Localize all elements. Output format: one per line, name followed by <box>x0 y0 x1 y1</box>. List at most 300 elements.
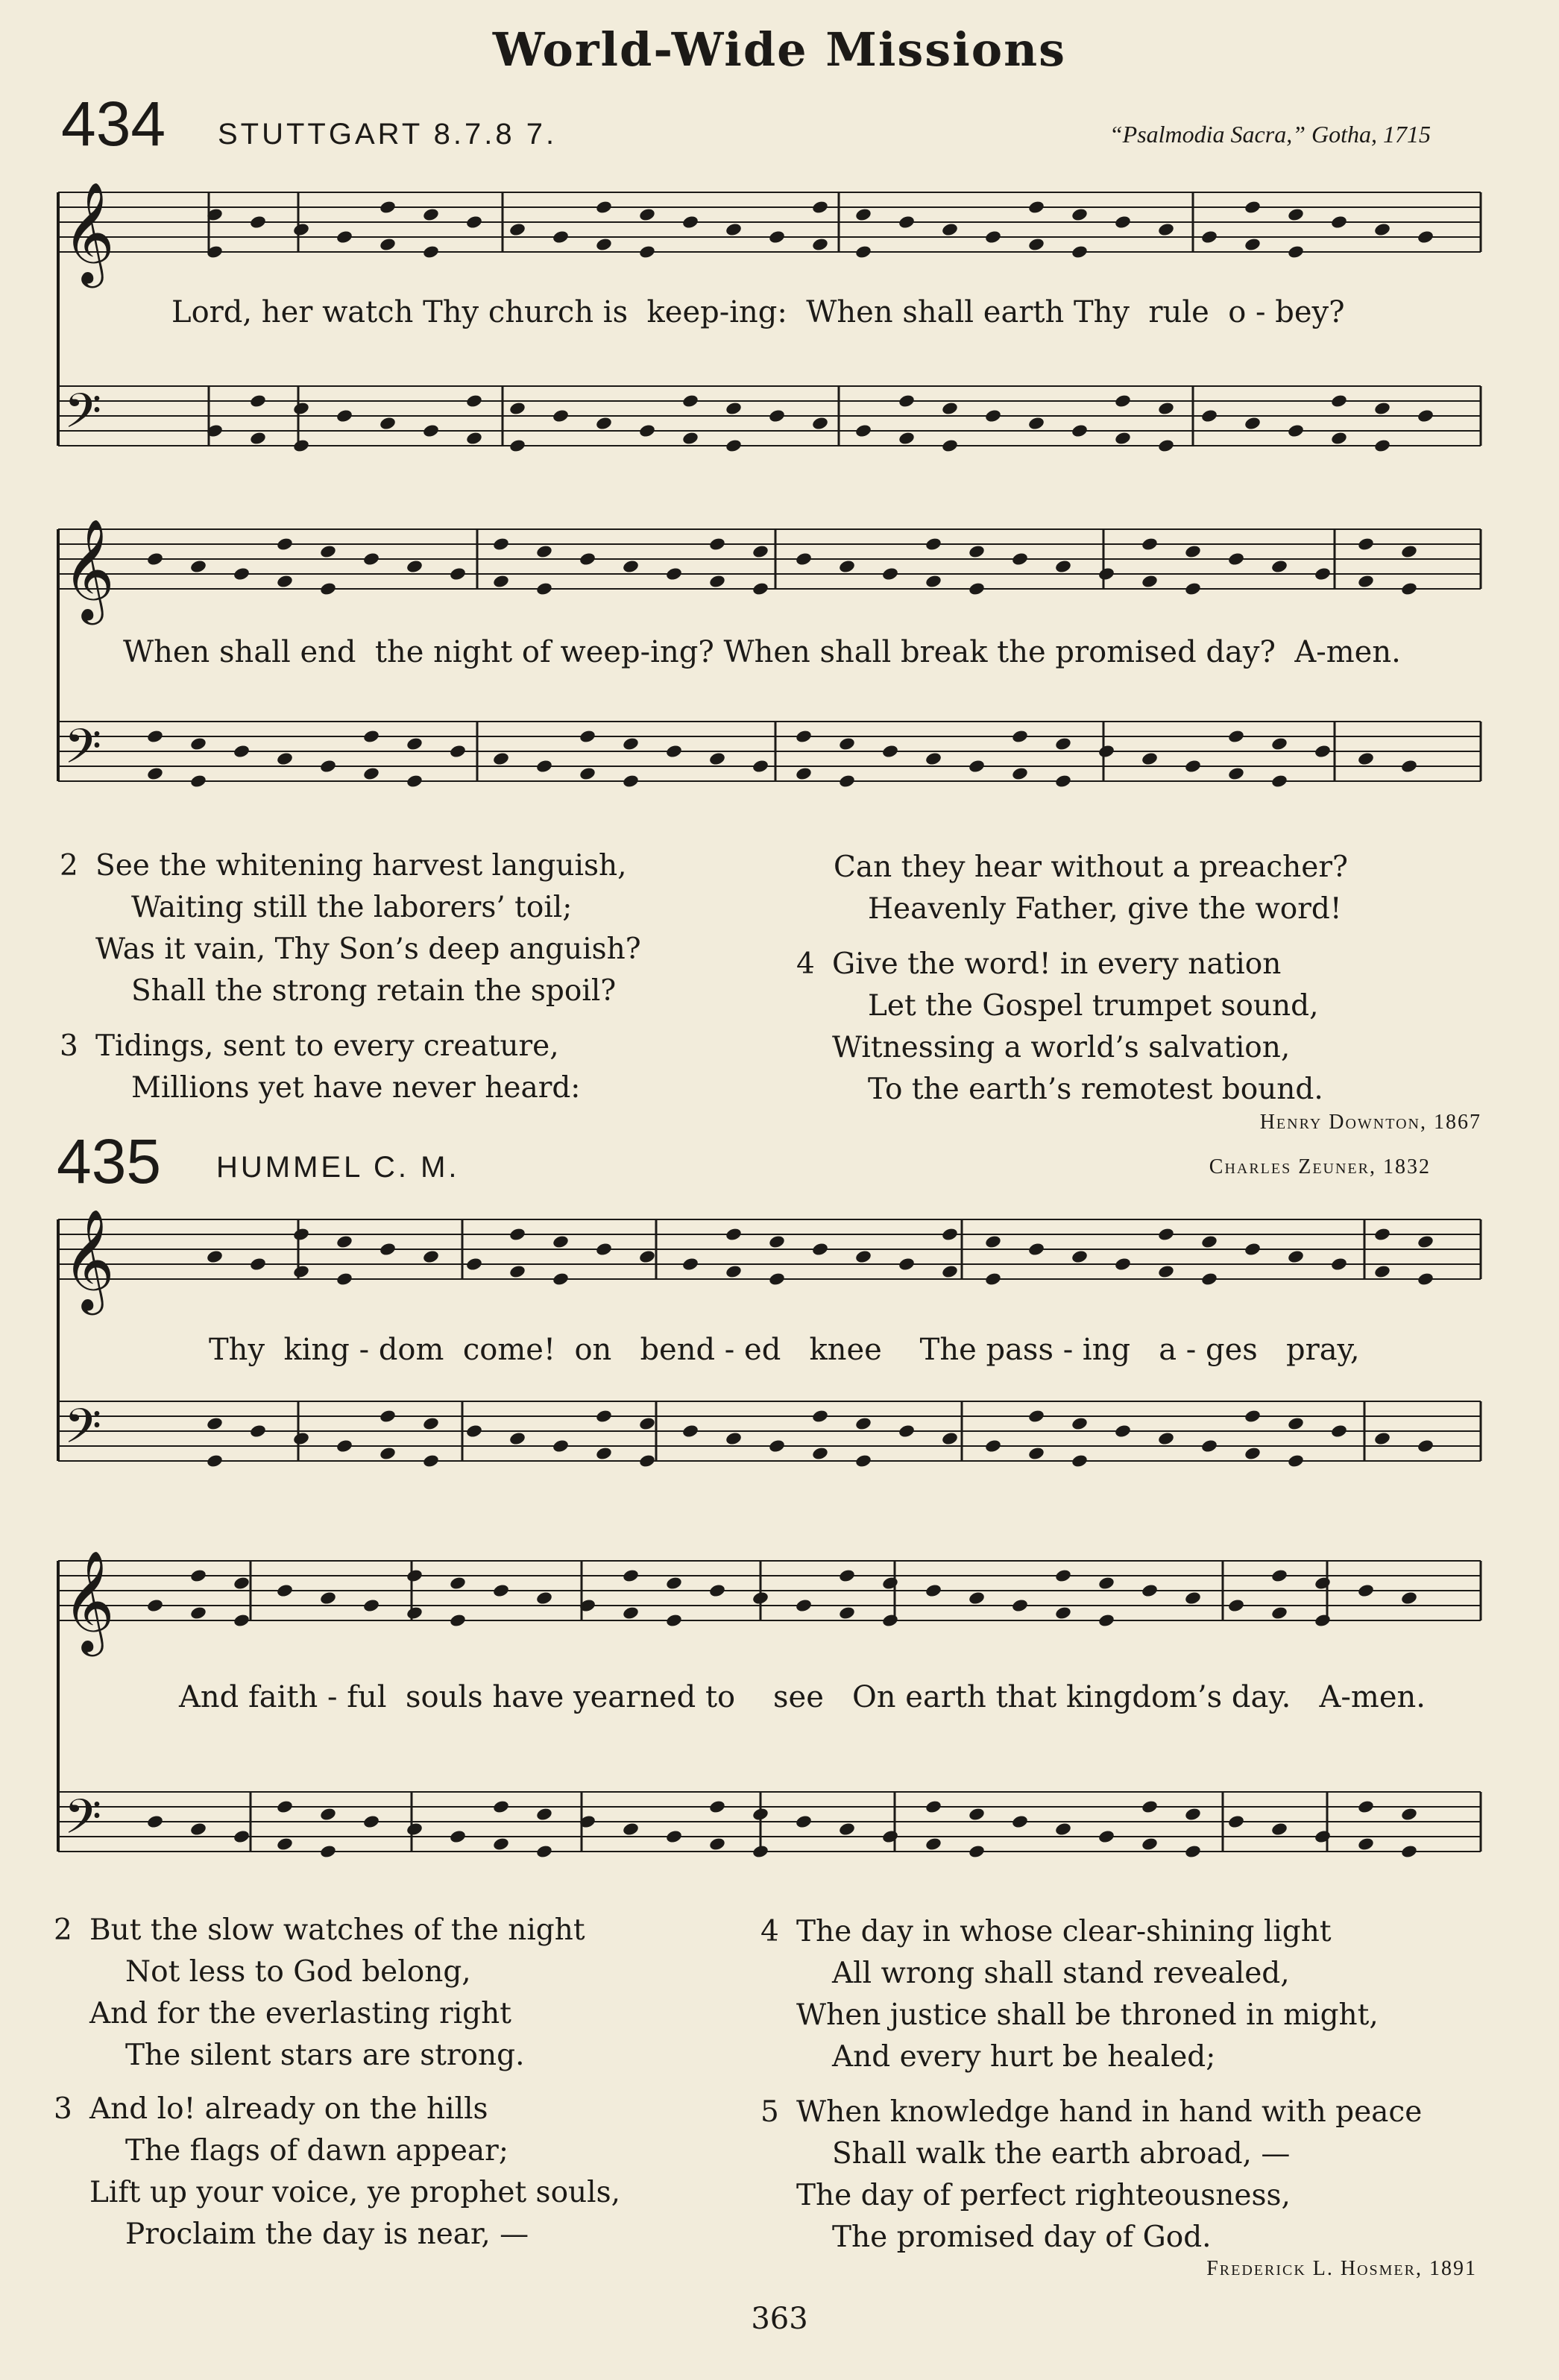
note-head <box>725 401 743 416</box>
note-head <box>708 1583 726 1598</box>
note-head <box>811 416 829 431</box>
note-head <box>665 1613 683 1628</box>
page-title: World-Wide Missions <box>492 22 1067 77</box>
verse-line: When justice shall be throned in might, <box>796 1998 1379 2032</box>
note-head <box>1097 1829 1115 1844</box>
note-head <box>508 1431 526 1446</box>
verse-line: Was it vain, Thy Son’s deep anguish? <box>95 932 641 966</box>
note-head <box>622 774 640 789</box>
note-head <box>1157 401 1175 416</box>
note-head <box>725 222 743 237</box>
note-head <box>449 1613 467 1628</box>
note-head <box>492 1799 510 1814</box>
note-head <box>638 207 656 222</box>
note-head <box>1200 1439 1218 1453</box>
note-head <box>535 581 553 596</box>
note-head <box>422 207 440 222</box>
note-head <box>898 1257 916 1272</box>
note-head <box>595 1409 613 1424</box>
note-head <box>292 401 310 416</box>
note-head <box>1227 552 1245 566</box>
note-head <box>1287 1453 1305 1468</box>
note-head <box>508 1227 526 1242</box>
note-head <box>319 1844 337 1859</box>
note-head <box>1054 1606 1072 1620</box>
note-head <box>579 552 596 566</box>
note-head <box>1287 423 1305 438</box>
note-head <box>1027 416 1045 431</box>
note-head <box>276 1837 294 1852</box>
note-head <box>681 1424 699 1439</box>
note-head <box>811 1242 829 1257</box>
verse-number: 4 <box>760 1915 779 1948</box>
note-head <box>1227 766 1245 781</box>
note-head <box>968 1591 986 1606</box>
note-head <box>1157 1264 1175 1279</box>
note-head <box>1200 230 1218 244</box>
note-head <box>1071 207 1089 222</box>
note-head <box>552 408 570 423</box>
note-head <box>1157 1227 1175 1242</box>
note-head <box>233 566 251 581</box>
note-head <box>838 1822 856 1837</box>
verse-line: See the whitening harvest languish, <box>95 849 627 883</box>
verse-line: The promised day of God. <box>832 2220 1212 2254</box>
note-head <box>665 1576 683 1591</box>
note-head <box>708 1799 726 1814</box>
note-head <box>1157 438 1175 453</box>
note-head <box>1373 401 1391 416</box>
note-head <box>595 237 613 252</box>
note-head <box>968 544 986 559</box>
note-head <box>1417 1234 1434 1249</box>
note-head <box>379 1242 397 1257</box>
note-head <box>362 552 380 566</box>
note-head <box>249 215 267 230</box>
note-head <box>362 766 380 781</box>
note-head <box>1270 774 1288 789</box>
note-head <box>406 736 423 751</box>
note-head <box>708 1837 726 1852</box>
note-head <box>465 394 483 408</box>
note-head <box>622 736 640 751</box>
note-head <box>1400 544 1418 559</box>
note-head <box>465 1424 483 1439</box>
note-head <box>552 1439 570 1453</box>
note-head <box>638 1249 656 1264</box>
note-head <box>811 200 829 215</box>
note-head <box>1114 1257 1132 1272</box>
note-head <box>1071 1416 1089 1431</box>
note-head <box>968 759 986 774</box>
note-head <box>1184 1591 1202 1606</box>
note-head <box>795 1598 813 1613</box>
note-head <box>811 237 829 252</box>
verse-line: Millions yet have never heard: <box>131 1071 581 1105</box>
note-head <box>449 1576 467 1591</box>
note-head <box>1054 736 1072 751</box>
bass-clef-icon: 𝄢 <box>64 384 102 451</box>
note-head <box>422 1416 440 1431</box>
note-head <box>1027 237 1045 252</box>
note-head <box>1287 244 1305 259</box>
note-head <box>708 537 726 552</box>
note-head <box>508 401 526 416</box>
treble-clef-icon: 𝄞 <box>63 180 115 283</box>
note-head <box>898 215 916 230</box>
note-head <box>1357 1583 1375 1598</box>
note-head <box>233 1576 251 1591</box>
verse-number: 4 <box>796 947 815 981</box>
verse-line: Give the word! in every nation <box>832 947 1282 981</box>
note-head <box>795 552 813 566</box>
verse-number: 2 <box>54 1913 72 1947</box>
note-head <box>968 581 986 596</box>
tune-name: HUMMEL C. M. <box>216 1151 460 1184</box>
verse-line: And every hurt be healed; <box>832 2040 1216 2074</box>
note-head <box>638 423 656 438</box>
tune-name: STUTTGART 8.7.8 7. <box>218 118 558 151</box>
note-head <box>595 1446 613 1461</box>
note-head <box>1141 751 1159 766</box>
note-head <box>1027 1242 1045 1257</box>
note-head <box>881 566 899 581</box>
note-head <box>552 1272 570 1287</box>
note-head <box>189 1822 207 1837</box>
note-head <box>492 751 510 766</box>
lyrics-line-1: Lord, her watch Thy church is keep-ing: When shall earth Thy rule o - bey? <box>171 295 1345 329</box>
note-head <box>1357 1799 1375 1814</box>
note-head <box>1097 744 1115 759</box>
verse-block <box>54 2089 620 2256</box>
note-head <box>1097 566 1115 581</box>
note-head <box>925 1799 942 1814</box>
note-head <box>1314 1576 1332 1591</box>
verse-line: Tidings, sent to every creature, <box>95 1029 559 1063</box>
hymn-number: 435 <box>57 1126 162 1196</box>
note-head <box>465 431 483 446</box>
note-head <box>725 438 743 453</box>
note-head <box>1027 1409 1045 1424</box>
note-head <box>984 1234 1002 1249</box>
note-head <box>362 1598 380 1613</box>
verse-number: 3 <box>60 1029 78 1063</box>
note-head <box>1141 574 1159 589</box>
note-head <box>1287 207 1305 222</box>
note-head <box>319 1591 337 1606</box>
note-head <box>1373 1431 1391 1446</box>
note-head <box>535 1844 553 1859</box>
note-head <box>1200 1234 1218 1249</box>
author-credit: Frederick L. Hosmer, 1891 <box>1206 2257 1477 2280</box>
note-head <box>422 423 440 438</box>
note-head <box>1114 215 1132 230</box>
note-head <box>406 774 423 789</box>
note-head <box>665 744 683 759</box>
note-head <box>1027 200 1045 215</box>
note-head <box>508 222 526 237</box>
note-head <box>854 1416 872 1431</box>
note-head <box>146 552 164 566</box>
note-head <box>1314 1829 1332 1844</box>
note-head <box>1227 729 1245 744</box>
note-head <box>968 1807 986 1822</box>
note-head <box>1270 1606 1288 1620</box>
note-head <box>1244 200 1262 215</box>
verse-line: When knowledge hand in hand with peace <box>796 2095 1423 2129</box>
note-head <box>422 1249 440 1264</box>
note-head <box>768 1234 786 1249</box>
note-head <box>1330 1257 1348 1272</box>
verse-line: The flags of dawn appear; <box>125 2134 508 2168</box>
note-head <box>838 736 856 751</box>
note-head <box>638 1416 656 1431</box>
note-head <box>1141 1837 1159 1852</box>
note-head <box>1114 431 1132 446</box>
note-head <box>752 1844 769 1859</box>
note-head <box>622 1568 640 1583</box>
note-head <box>1071 244 1089 259</box>
note-head <box>811 1446 829 1461</box>
note-head <box>925 537 942 552</box>
verse-line: The day of perfect righteousness, <box>796 2179 1291 2212</box>
note-head <box>595 200 613 215</box>
verse-line: Lift up your voice, ye prophet souls, <box>89 2176 621 2209</box>
note-head <box>1400 1844 1418 1859</box>
note-head <box>1357 574 1375 589</box>
verse-line: Witnessing a world’s salvation, <box>832 1031 1291 1064</box>
note-head <box>492 574 510 589</box>
note-head <box>681 431 699 446</box>
note-head <box>1184 581 1202 596</box>
note-head <box>1287 1416 1305 1431</box>
note-head <box>1011 729 1029 744</box>
note-head <box>1200 1272 1218 1287</box>
note-head <box>854 1249 872 1264</box>
note-head <box>854 1453 872 1468</box>
note-head <box>276 537 294 552</box>
note-head <box>535 1807 553 1822</box>
note-head <box>1373 222 1391 237</box>
note-head <box>1157 1431 1175 1446</box>
note-head <box>465 215 483 230</box>
note-head <box>1141 1583 1159 1598</box>
note-head <box>1330 215 1348 230</box>
note-head <box>925 751 942 766</box>
bass-clef-icon: 𝄢 <box>64 1790 102 1857</box>
note-head <box>1244 1242 1262 1257</box>
note-head <box>838 1568 856 1583</box>
verse-line: But the slow watches of the night <box>89 1913 585 1947</box>
note-head <box>206 1453 224 1468</box>
note-head <box>1011 1598 1029 1613</box>
note-head <box>146 1598 164 1613</box>
note-head <box>189 1606 207 1620</box>
note-head <box>1184 759 1202 774</box>
note-head <box>1330 1424 1348 1439</box>
note-head <box>1227 1598 1245 1613</box>
verse-line: The silent stars are strong. <box>125 2039 525 2072</box>
note-head <box>336 1272 353 1287</box>
note-head <box>449 744 467 759</box>
note-head <box>898 1424 916 1439</box>
note-head <box>898 431 916 446</box>
lyrics-line-1: Thy king - dom come! on bend - ed knee The pass - ing a - ges pray, <box>209 1333 1360 1367</box>
note-head <box>752 1591 769 1606</box>
verse-line: Not less to God belong, <box>125 1955 471 1989</box>
note-head <box>465 1257 483 1272</box>
note-head <box>189 559 207 574</box>
note-head <box>795 766 813 781</box>
verse-block <box>760 1911 1379 2078</box>
note-head <box>622 1606 640 1620</box>
note-head <box>665 566 683 581</box>
note-head <box>206 1416 224 1431</box>
page-number: 363 <box>751 2302 808 2336</box>
note-head <box>1071 1453 1089 1468</box>
note-head <box>768 1439 786 1453</box>
note-head <box>1244 237 1262 252</box>
note-head <box>595 416 613 431</box>
note-head <box>941 438 959 453</box>
note-head <box>422 244 440 259</box>
verse-line: Proclaim the day is near, — <box>125 2218 529 2251</box>
note-head <box>752 581 769 596</box>
note-head <box>725 1227 743 1242</box>
note-head <box>941 401 959 416</box>
note-head <box>1330 431 1348 446</box>
note-head <box>1200 408 1218 423</box>
verse-block <box>54 1910 585 2077</box>
note-head <box>449 566 467 581</box>
note-head <box>838 1606 856 1620</box>
verse-number: 3 <box>54 2092 72 2126</box>
note-head <box>492 537 510 552</box>
tune-source: Charles Zeuner, 1832 <box>1209 1155 1431 1178</box>
verse-block <box>796 944 1323 1111</box>
note-head <box>406 1822 423 1837</box>
note-head <box>1227 1814 1245 1829</box>
note-head <box>449 1829 467 1844</box>
note-head <box>1184 544 1202 559</box>
note-head <box>189 1568 207 1583</box>
note-head <box>708 751 726 766</box>
note-head <box>233 1613 251 1628</box>
note-head <box>362 729 380 744</box>
note-head <box>622 559 640 574</box>
note-head <box>1400 581 1418 596</box>
note-head <box>336 1234 353 1249</box>
treble-clef-icon: 𝄞 <box>63 517 115 620</box>
note-head <box>1071 423 1089 438</box>
note-head <box>146 766 164 781</box>
note-head <box>1054 1822 1072 1837</box>
verse-line: Let the Gospel trumpet sound, <box>868 989 1319 1023</box>
note-head <box>1141 1799 1159 1814</box>
note-head <box>292 1264 310 1279</box>
verse-block <box>60 845 641 1012</box>
note-head <box>379 416 397 431</box>
note-head <box>941 1264 959 1279</box>
note-head <box>292 222 310 237</box>
note-head <box>1244 416 1262 431</box>
note-head <box>854 423 872 438</box>
note-head <box>1011 552 1029 566</box>
note-head <box>552 230 570 244</box>
note-head <box>508 1264 526 1279</box>
note-head <box>319 581 337 596</box>
note-head <box>206 1249 224 1264</box>
note-head <box>233 1829 251 1844</box>
note-head <box>1157 222 1175 237</box>
verse-line: All wrong shall stand revealed, <box>832 1957 1290 1990</box>
note-head <box>725 1264 743 1279</box>
note-head <box>984 1272 1002 1287</box>
note-head <box>249 394 267 408</box>
verse-line: Can they hear without a preacher? <box>834 850 1348 884</box>
note-head <box>1287 1249 1305 1264</box>
note-head <box>579 729 596 744</box>
verse-block <box>760 2092 1422 2259</box>
verse-line: And for the everlasting right <box>89 1997 511 2030</box>
note-head <box>1314 1613 1332 1628</box>
note-head <box>665 1829 683 1844</box>
note-head <box>881 1613 899 1628</box>
lyrics-line-2: When shall end the night of weep-ing? When shall break the promised day? A-men. <box>123 635 1401 669</box>
verse-line: Shall the strong retain the spoil? <box>131 974 617 1008</box>
note-head <box>319 759 337 774</box>
note-head <box>1357 751 1375 766</box>
note-head <box>249 431 267 446</box>
verse-number: 2 <box>60 849 78 883</box>
note-head <box>1054 774 1072 789</box>
note-head <box>1011 766 1029 781</box>
note-head <box>984 1439 1002 1453</box>
bass-clef-icon: 𝄢 <box>64 1399 102 1466</box>
note-head <box>276 1799 294 1814</box>
note-head <box>941 1431 959 1446</box>
note-head <box>1184 1807 1202 1822</box>
note-head <box>379 1446 397 1461</box>
hymn-number: 434 <box>61 89 166 159</box>
note-head <box>1330 394 1348 408</box>
note-head <box>941 222 959 237</box>
note-head <box>422 1453 440 1468</box>
note-head <box>535 544 553 559</box>
note-head <box>319 544 337 559</box>
note-head <box>379 1409 397 1424</box>
note-head <box>492 1837 510 1852</box>
note-head <box>638 1453 656 1468</box>
note-head <box>362 1814 380 1829</box>
note-head <box>1314 566 1332 581</box>
note-head <box>1400 759 1418 774</box>
note-head <box>1054 559 1072 574</box>
note-head <box>752 759 769 774</box>
note-head <box>854 244 872 259</box>
note-head <box>1184 1844 1202 1859</box>
note-head <box>319 1807 337 1822</box>
note-head <box>595 1242 613 1257</box>
note-head <box>622 1822 640 1837</box>
note-head <box>292 438 310 453</box>
note-head <box>1054 1568 1072 1583</box>
note-head <box>292 1227 310 1242</box>
note-head <box>552 1234 570 1249</box>
note-head <box>925 1837 942 1852</box>
note-head <box>1244 1446 1262 1461</box>
note-head <box>768 408 786 423</box>
